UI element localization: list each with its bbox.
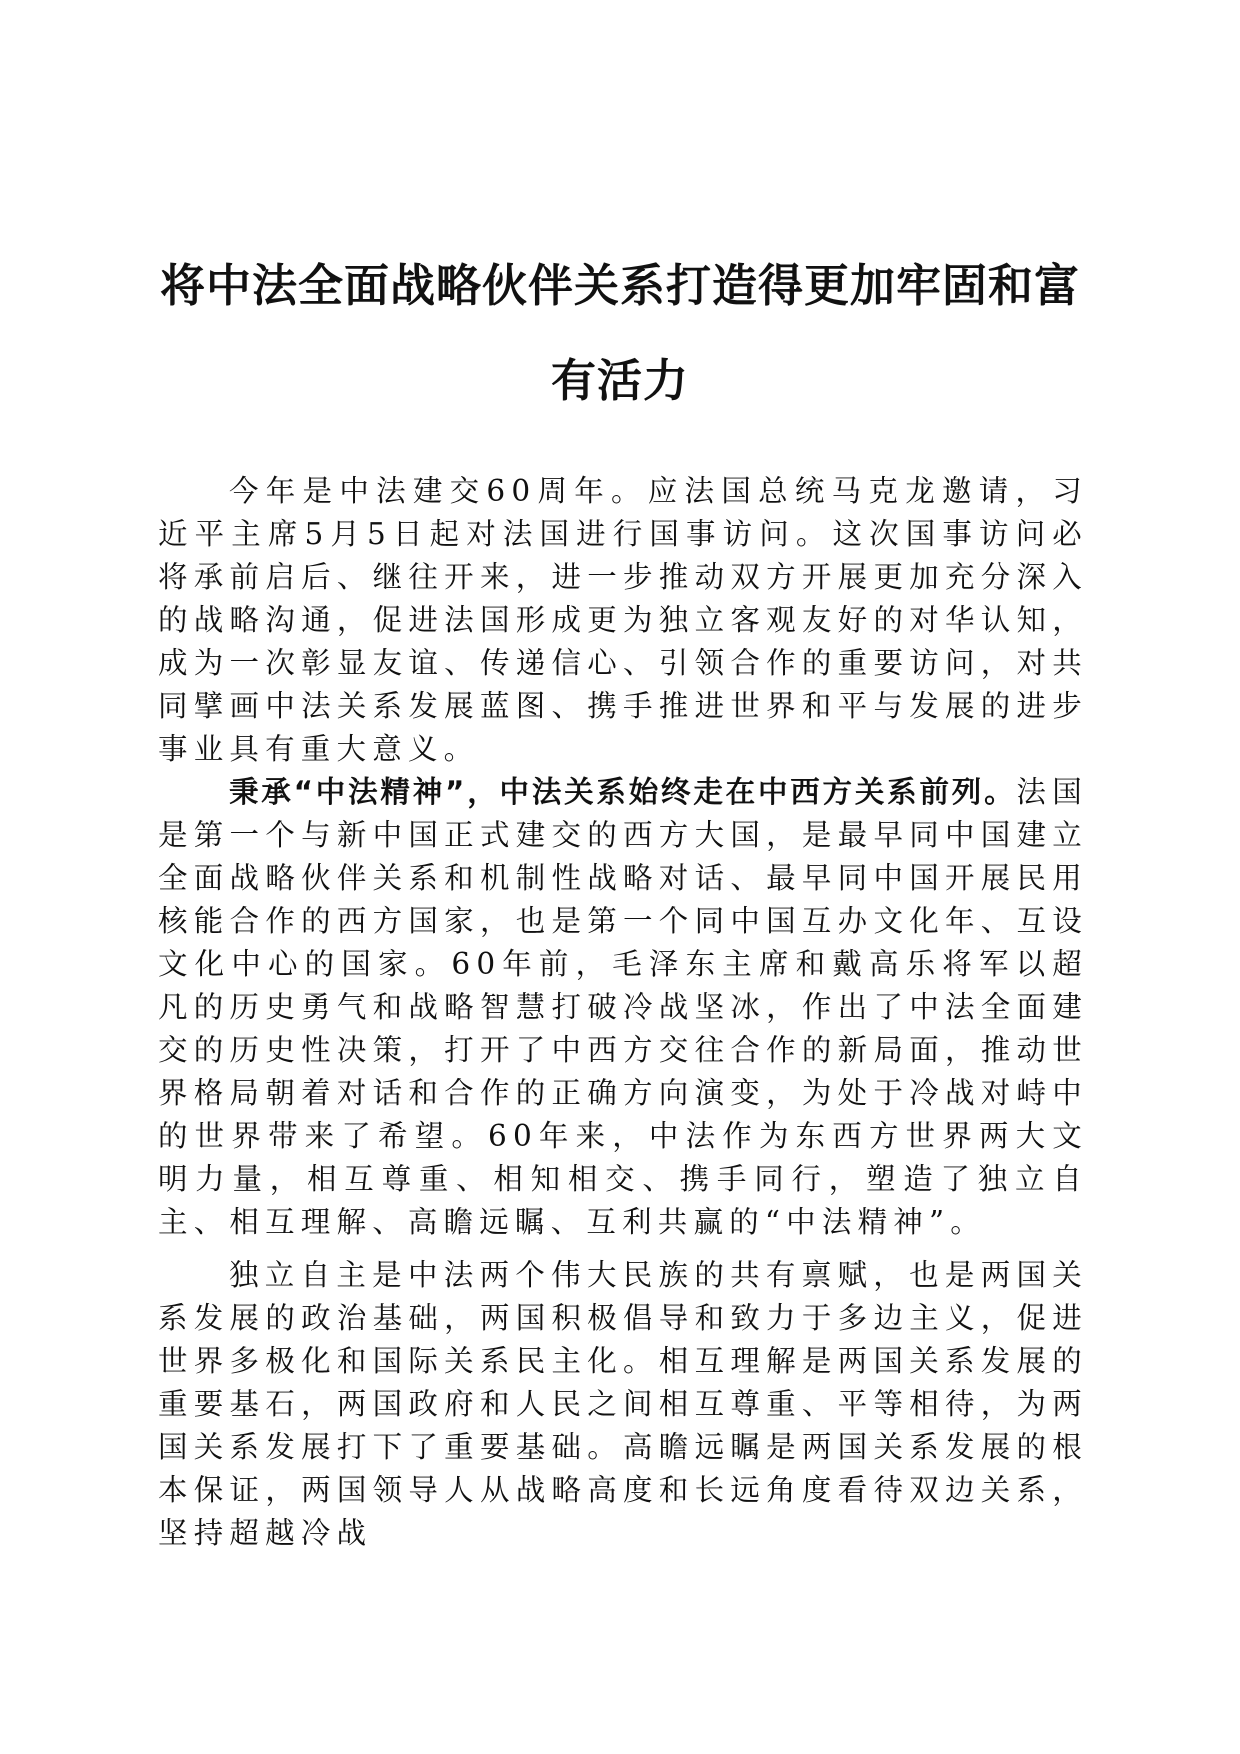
paragraph-2-text: 法国是第一个与新中国正式建交的西方大国，是最早同中国建立全面战略伙伴关系和机制性战略对话、最早同中国开展民用核能合作的西方国家，也是第一个同中国互办文化年、互设文化中心的国家。60年前，毛泽东主席和戴高乐将军以超凡的历史勇气和战略智慧打破冷战坚冰，作出了中法全面建交的历史性决策，打开了中西方交往合作的新局面，推动世界格局朝着对话和合作的正确方向演变，为处于冷战对峙中的世界带来了希望。60年来，中法作为东西方世界两大文明力量，相互尊重、相知相交、携手同行，塑造了独立自主、相互理解、高瞻远瞩、互利共赢的“中法精神”。 bbox=[158, 775, 1088, 1239]
paragraph-2-lead: 秉承“中法精神”，中法关系始终走在中西方关系前列。 bbox=[229, 775, 1017, 809]
paragraph-3-text: 独立自主是中法两个伟大民族的共有禀赋，也是两国关系发展的政治基础，两国积极倡导和致力于多边主义，促进世界多极化和国际关系民主化。相互理解是两国关系发展的重要基石，两国政府和人民之间相互尊重、平等相待，为两国关系发展打下了重要基础。高瞻远瞩是两国关系发展的根本保证，两国领导人从战略高度和长远角度看待双边关系，坚持超越冷战 bbox=[158, 1258, 1088, 1550]
paragraph-1 bbox=[158, 470, 1088, 771]
article-title: 将中法全面战略伙伴关系打造得更加牢固和富有活力 bbox=[159, 259, 1080, 407]
paragraph-2 bbox=[158, 771, 1088, 1244]
paragraph-1-text: 今年是中法建交60周年。应法国总统马克龙邀请，习近平主席5月5日起对法国进行国事访问。这次国事访问必将承前启后、继往开来，进一步推动双方开展更加充分深入的战略沟通，促进法国形成更为独立客观友好的对华认知，成为一次彰显友谊、传递信心、引领合作的重要访问，对共同擘画中法关系发展蓝图、携手推进世界和平与发展的进步事业具有重大意义。 bbox=[158, 474, 1088, 766]
paragraph-3 bbox=[158, 1254, 1088, 1555]
article-body bbox=[158, 470, 1088, 1555]
